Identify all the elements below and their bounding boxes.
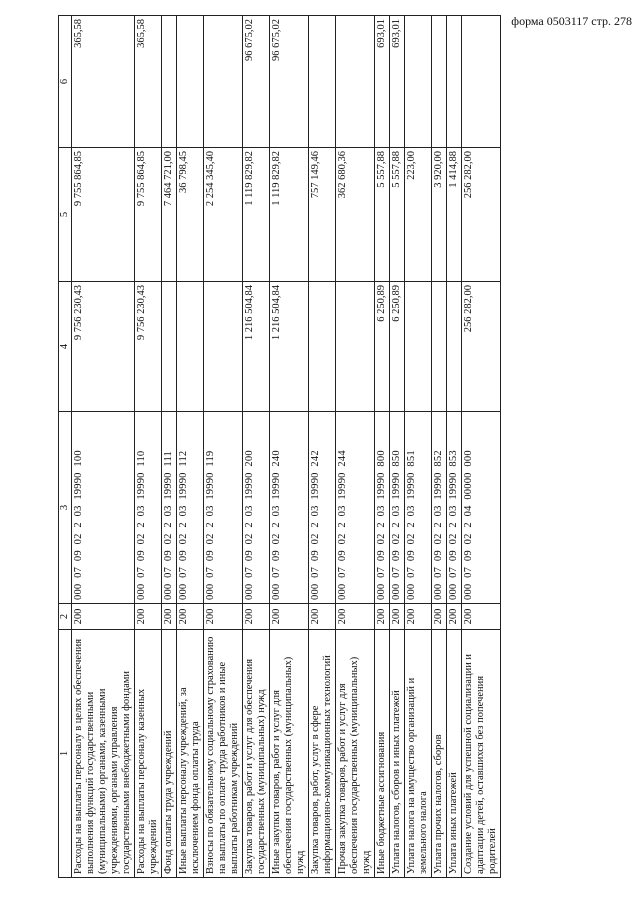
table-row <box>135 16 162 878</box>
unexecuted-amount-cell <box>177 16 204 148</box>
row-name-cell: Взносы по обязательному социальному страхованию на выплаты по оплате труда работников и иные выплаты работникам учреждений <box>204 630 243 878</box>
approved-amount-cell <box>336 282 375 412</box>
unexecuted-amount-cell <box>432 16 447 148</box>
line-code-cell: 200 <box>72 604 135 630</box>
line-code-cell: 200 <box>309 604 336 630</box>
line-code-cell: 200 <box>162 604 177 630</box>
budget-code-cell: 000 07 09 02 2 03 19990 100 <box>72 412 135 604</box>
unexecuted-amount-cell <box>447 16 462 148</box>
unexecuted-amount-cell: 693,01 <box>375 16 390 148</box>
budget-code-cell: 000 07 09 02 2 03 19990 851 <box>405 412 432 604</box>
budget-code-cell: 000 07 09 02 2 03 19990 111 <box>162 412 177 604</box>
table-row <box>243 16 270 878</box>
column-number-header: 2 <box>59 604 72 630</box>
column-number-header: 3 <box>59 412 72 604</box>
row-name-cell: Закупка товаров, работ, услуг в сфере информационно-коммуникационных технологий <box>309 630 336 878</box>
row-name-cell: Расходы на выплаты персоналу казенных учреждений <box>135 630 162 878</box>
table-row <box>462 16 501 878</box>
budget-code-cell: 000 07 09 02 2 04 00000 000 <box>462 412 501 604</box>
approved-amount-cell: 6 250,89 <box>375 282 390 412</box>
table-row <box>405 16 432 878</box>
approved-amount-cell: 1 216 504,84 <box>243 282 270 412</box>
table-row <box>204 16 243 878</box>
unexecuted-amount-cell: 365,58 <box>72 16 135 148</box>
approved-amount-cell <box>162 282 177 412</box>
row-name-cell: Уплата прочих налогов, сборов <box>432 630 447 878</box>
approved-amount-cell <box>447 282 462 412</box>
table-row <box>375 16 390 878</box>
table-row <box>162 16 177 878</box>
row-name-cell: Фонд оплаты труда учреждений <box>162 630 177 878</box>
row-name-cell: Уплата налога на имущество организаций и земельного налога <box>405 630 432 878</box>
unexecuted-amount-cell <box>204 16 243 148</box>
budget-code-cell: 000 07 09 02 2 03 19990 852 <box>432 412 447 604</box>
row-name-cell: Иные закупки товаров, работ и услуг для обеспечения государственных (муниципальных) нужд <box>270 630 309 878</box>
line-code-cell: 200 <box>270 604 309 630</box>
row-name-cell: Закупка товаров, работ и услуг для обеспечения государственных (муниципальных) нужд <box>243 630 270 878</box>
column-number-header: 5 <box>59 148 72 282</box>
table-row <box>447 16 462 878</box>
executed-amount-cell: 757 149,46 <box>309 148 336 282</box>
table-row <box>270 16 309 878</box>
unexecuted-amount-cell: 693,01 <box>390 16 405 148</box>
budget-code-cell: 000 07 09 02 2 03 19990 242 <box>309 412 336 604</box>
row-name-cell: Прочая закупка товаров, работ и услуг для обеспечения государственных (муниципальных) нужд <box>336 630 375 878</box>
unexecuted-amount-cell <box>405 16 432 148</box>
line-code-cell: 200 <box>177 604 204 630</box>
table-row <box>177 16 204 878</box>
row-name-cell: Уплата иных платежей <box>447 630 462 878</box>
line-code-cell: 200 <box>462 604 501 630</box>
executed-amount-cell: 1 119 829,82 <box>243 148 270 282</box>
line-code-cell: 200 <box>405 604 432 630</box>
line-code-cell: 200 <box>432 604 447 630</box>
approved-amount-cell <box>309 282 336 412</box>
unexecuted-amount-cell <box>162 16 177 148</box>
column-number-header: 1 <box>59 630 72 878</box>
approved-amount-cell: 256 282,00 <box>462 282 501 412</box>
approved-amount-cell <box>177 282 204 412</box>
budget-code-cell: 000 07 09 02 2 03 19990 800 <box>375 412 390 604</box>
line-code-cell: 200 <box>336 604 375 630</box>
executed-amount-cell: 256 282,00 <box>462 148 501 282</box>
unexecuted-amount-cell <box>336 16 375 148</box>
table-row <box>336 16 375 878</box>
row-name-cell: Уплата налогов, сборов и иных платежей <box>390 630 405 878</box>
approved-amount-cell <box>432 282 447 412</box>
line-code-cell: 200 <box>135 604 162 630</box>
executed-amount-cell: 3 920,00 <box>432 148 447 282</box>
row-name-cell: Иные выплаты персоналу учреждений, за исключением фонда оплаты труда <box>177 630 204 878</box>
budget-code-cell: 000 07 09 02 2 03 19990 240 <box>270 412 309 604</box>
approved-amount-cell <box>204 282 243 412</box>
table-row <box>72 16 135 878</box>
column-number-header-row <box>59 16 72 878</box>
line-code-cell: 200 <box>375 604 390 630</box>
column-number-header: 6 <box>59 16 72 148</box>
row-name-cell: Иные бюджетные ассигнования <box>375 630 390 878</box>
executed-amount-cell: 5 557,88 <box>390 148 405 282</box>
line-code-cell: 200 <box>447 604 462 630</box>
budget-code-cell: 000 07 09 02 2 03 19990 853 <box>447 412 462 604</box>
approved-amount-cell <box>405 282 432 412</box>
column-number-header: 4 <box>59 282 72 412</box>
approved-amount-cell: 6 250,89 <box>390 282 405 412</box>
budget-code-cell: 000 07 09 02 2 03 19990 110 <box>135 412 162 604</box>
executed-amount-cell: 362 680,36 <box>336 148 375 282</box>
executed-amount-cell: 9 755 864,85 <box>72 148 135 282</box>
table-row <box>432 16 447 878</box>
unexecuted-amount-cell: 365,58 <box>135 16 162 148</box>
executed-amount-cell: 1 119 829,82 <box>270 148 309 282</box>
row-name-cell: Расходы на выплаты персоналу в целях обеспечения выполнения функций государственными (муниципальными) органами, казенными учреждениями, органами управления государственными внебюджетными фондами <box>72 630 135 878</box>
line-code-cell: 200 <box>204 604 243 630</box>
approved-amount-cell: 1 216 504,84 <box>270 282 309 412</box>
budget-code-cell: 000 07 09 02 2 03 19990 850 <box>390 412 405 604</box>
executed-amount-cell: 7 464 721,00 <box>162 148 177 282</box>
executed-amount-cell: 2 254 345,40 <box>204 148 243 282</box>
budget-code-cell: 000 07 09 02 2 03 19990 119 <box>204 412 243 604</box>
budget-code-cell: 000 07 09 02 2 03 19990 112 <box>177 412 204 604</box>
line-code-cell: 200 <box>390 604 405 630</box>
table-row <box>390 16 405 878</box>
executed-amount-cell: 1 414,88 <box>447 148 462 282</box>
approved-amount-cell: 9 756 230,43 <box>72 282 135 412</box>
executed-amount-cell: 9 755 864,85 <box>135 148 162 282</box>
budget-code-cell: 000 07 09 02 2 03 19990 200 <box>243 412 270 604</box>
rotated-report-page <box>58 16 624 878</box>
form-number-label: форма 0503117 стр. 278 <box>511 14 632 28</box>
budget-execution-table <box>58 15 501 878</box>
budget-code-cell: 000 07 09 02 2 03 19990 244 <box>336 412 375 604</box>
table-row <box>309 16 336 878</box>
unexecuted-amount-cell: 96 675,02 <box>243 16 270 148</box>
executed-amount-cell: 223,00 <box>405 148 432 282</box>
unexecuted-amount-cell: 96 675,02 <box>270 16 309 148</box>
approved-amount-cell: 9 756 230,43 <box>135 282 162 412</box>
unexecuted-amount-cell <box>309 16 336 148</box>
executed-amount-cell: 5 557,88 <box>375 148 390 282</box>
line-code-cell: 200 <box>243 604 270 630</box>
table-body <box>72 16 501 878</box>
unexecuted-amount-cell <box>462 16 501 148</box>
row-name-cell: Создание условий для успешной социализации и адаптации детей, оставшихся без попечения родителей <box>462 630 501 878</box>
executed-amount-cell: 36 798,45 <box>177 148 204 282</box>
